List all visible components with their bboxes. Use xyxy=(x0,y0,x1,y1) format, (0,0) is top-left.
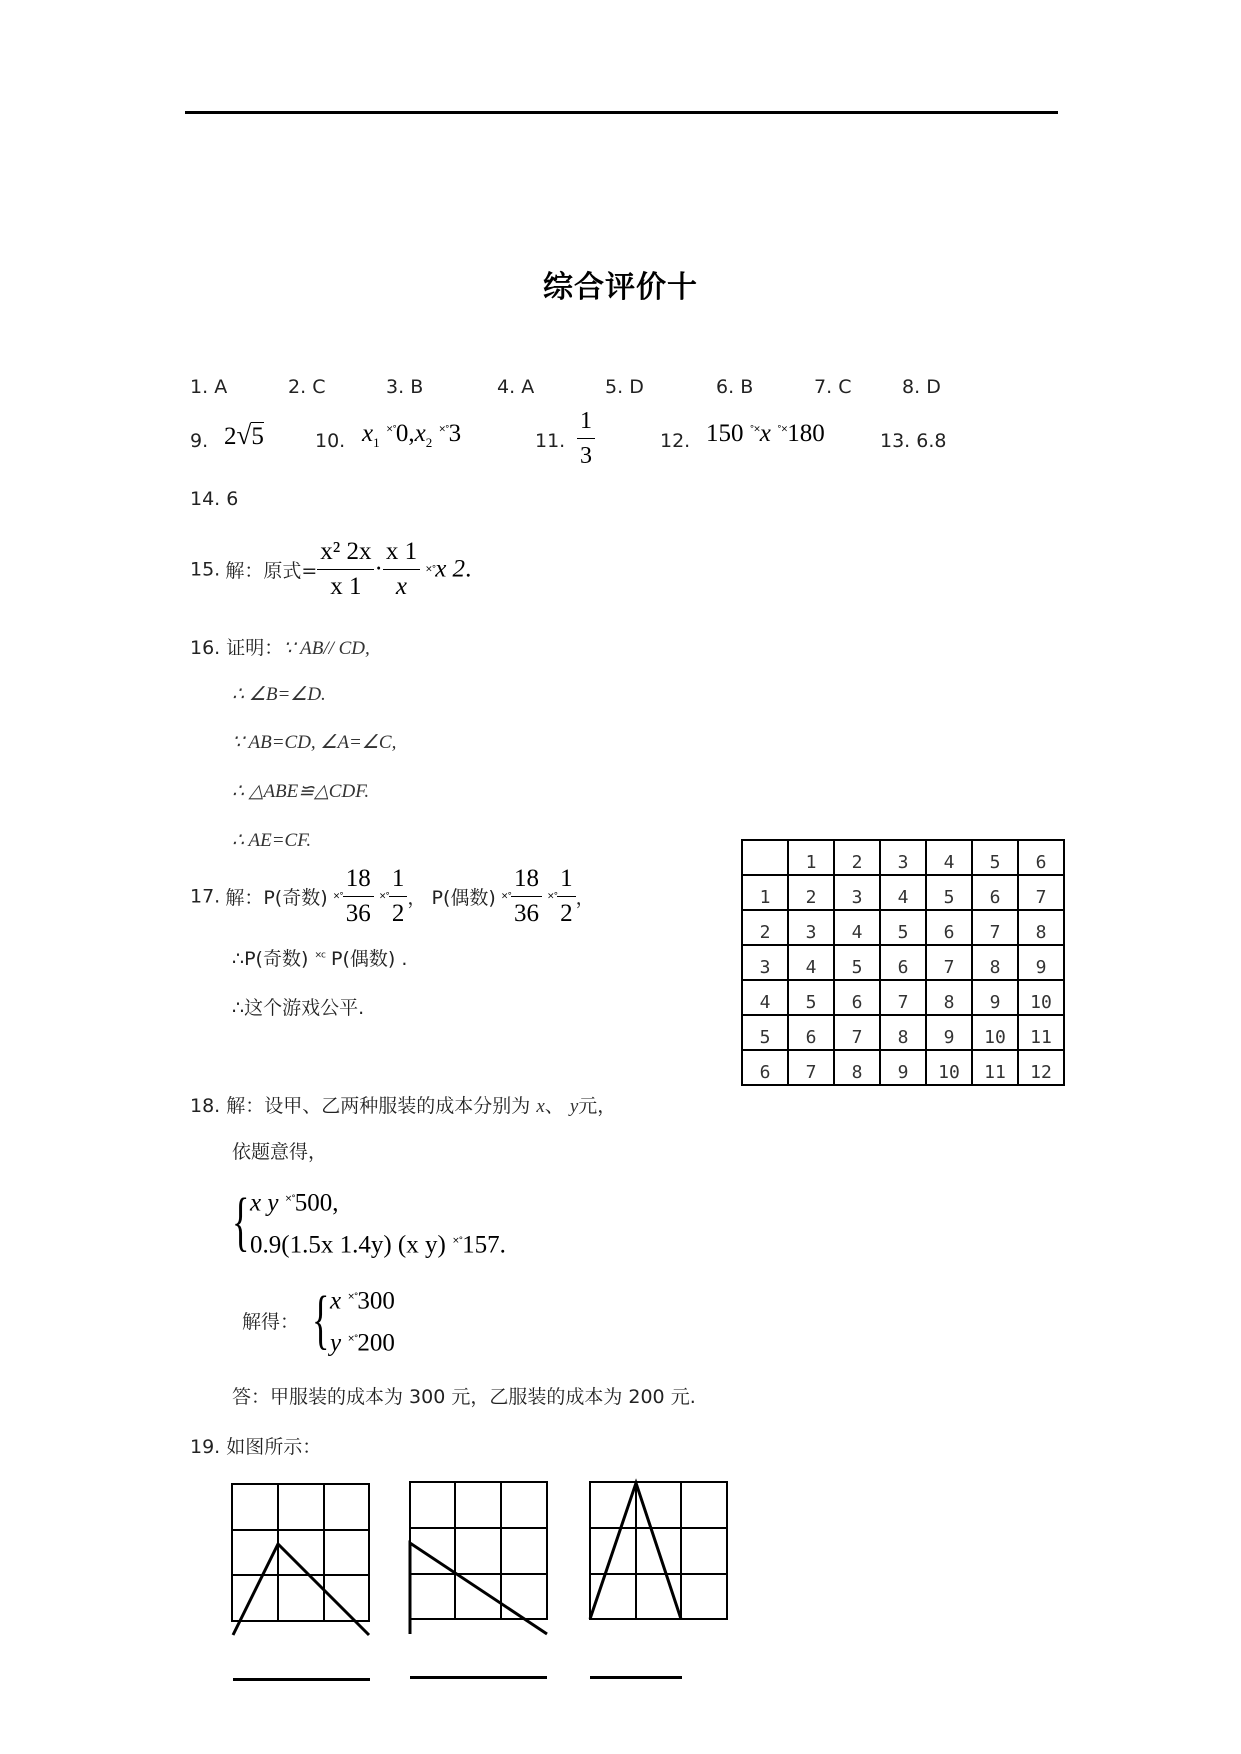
table-cell: 3 xyxy=(742,945,788,980)
figure-path xyxy=(410,1543,547,1634)
answer-12-number: 12. xyxy=(660,430,691,452)
table-cell: 6 xyxy=(926,910,972,945)
answer-18-heading: 18. 解：设甲、乙两种服装的成本分别为 x、 y元， xyxy=(190,1095,617,1117)
table-cell: 5 xyxy=(972,840,1018,875)
table-cell: 8 xyxy=(972,945,1018,980)
answer-18-line2: 依题意得， xyxy=(232,1141,328,1163)
equation-system: { x y ×°500, 0.9(1.5x 1.4y) (x y) ×°157. xyxy=(232,1185,506,1259)
answer-6: 6. B xyxy=(716,376,754,398)
answer-8: 8. D xyxy=(902,376,941,398)
answer-10: $x_1$ $^{\times^\circ}0,x_2$ ×°3 xyxy=(362,420,462,450)
table-cell: 2 xyxy=(834,840,880,875)
table-cell: 8 xyxy=(834,1050,880,1085)
table-cell: 8 xyxy=(880,1015,926,1050)
answer-13: 13. 6.8 xyxy=(880,430,947,452)
table-cell: 11 xyxy=(972,1050,1018,1085)
table-cell: 1 xyxy=(788,840,834,875)
table-cell: 10 xyxy=(926,1050,972,1085)
figure-3 xyxy=(590,1482,727,1619)
table-cell: 6 xyxy=(742,1050,788,1085)
table-cell: 9 xyxy=(880,1050,926,1085)
solution-system: { x ×°300 y ×°200 xyxy=(312,1283,395,1357)
table-cell: 3 xyxy=(834,875,880,910)
proof-line-2: ∴ ∠B=∠D. xyxy=(232,684,326,705)
table-cell: 3 xyxy=(880,840,926,875)
table-cell: 1 xyxy=(742,875,788,910)
table-cell: 5 xyxy=(788,980,834,1015)
figure-2 xyxy=(410,1482,547,1634)
answer-4: 4. A xyxy=(497,376,535,398)
answer-5: 5. D xyxy=(605,376,644,398)
table-cell: 8 xyxy=(926,980,972,1015)
answer-1: 1. A xyxy=(190,376,228,398)
table-cell: 5 xyxy=(742,1015,788,1050)
table-cell: 10 xyxy=(1018,980,1064,1015)
answer-19-heading: 19. 如图所示： xyxy=(190,1436,322,1458)
table-cell: 2 xyxy=(788,875,834,910)
solve-label: 解得： xyxy=(242,1311,300,1333)
answer-15: 15. 解：原式= $\frac{\text{x² 2x}}{x 1}$ · $\frac{x 1}{x}$ ×°x 2. xyxy=(190,535,471,604)
table-cell: 7 xyxy=(788,1050,834,1085)
answer-9-number: 9. xyxy=(190,430,209,452)
grid-border xyxy=(410,1482,547,1619)
table-cell: 4 xyxy=(880,875,926,910)
table-cell: 4 xyxy=(834,910,880,945)
table-cell: 7 xyxy=(834,1015,880,1050)
table-cell: 4 xyxy=(926,840,972,875)
table-cell: 4 xyxy=(742,980,788,1015)
table-cell: 9 xyxy=(926,1015,972,1050)
answer-14: 14. 6 xyxy=(190,488,239,510)
table-cell: 6 xyxy=(834,980,880,1015)
brace-icon: { xyxy=(312,1283,330,1357)
table-cell: 8 xyxy=(1018,910,1064,945)
table-cell: 6 xyxy=(880,945,926,980)
answer-17-line2: ∴P(奇数) $^{\times c}$ P(偶数) . xyxy=(232,948,408,970)
proof-line-3: ∵ AB=CD, ∠A=∠C, xyxy=(232,732,397,753)
table-cell: 3 xyxy=(788,910,834,945)
table-cell: 7 xyxy=(926,945,972,980)
answer-underline-1 xyxy=(233,1678,370,1681)
table-cell: 5 xyxy=(926,875,972,910)
table-cell: 6 xyxy=(788,1015,834,1050)
table-cell: 10 xyxy=(972,1015,1018,1050)
answer-underline-3 xyxy=(590,1676,682,1679)
table-cell: 9 xyxy=(1018,945,1064,980)
table-cell: 7 xyxy=(880,980,926,1015)
brace-icon: { xyxy=(232,1185,250,1259)
answer-16-heading: 16. 证明：∵ AB// CD, xyxy=(190,637,370,659)
answer-underline-2 xyxy=(410,1676,547,1679)
table-cell: 2 xyxy=(742,910,788,945)
answer-11: $\frac{1}{3}$ xyxy=(577,404,595,473)
page-title: 综合评价十 xyxy=(543,270,698,305)
answer-11-number: 11. xyxy=(535,430,566,452)
table-cell: 5 xyxy=(834,945,880,980)
answer-17-line3: ∴这个游戏公平. xyxy=(232,997,365,1019)
proof-line-4: ∴ △ABE≌△CDF. xyxy=(232,781,370,802)
proof-line-5: ∴ AE=CF. xyxy=(232,830,312,851)
table-cell: 5 xyxy=(880,910,926,945)
answer-2: 2. C xyxy=(288,376,326,398)
answer-17: 17. 解：P(奇数) ×° $\frac{18}{36}$ ×° $\frac{1}{2}$ ， P(偶数) ×° $\frac{18}{36}$ ×° $\frac{1}{2}$ ， xyxy=(190,862,595,931)
table-cell: 11 xyxy=(1018,1015,1064,1050)
answer-3: 3. B xyxy=(386,376,424,398)
table-cell: 6 xyxy=(1018,840,1064,875)
answer-9: 2√5 xyxy=(224,420,264,450)
table-cell: 9 xyxy=(972,980,1018,1015)
answer-7: 7. C xyxy=(814,376,852,398)
table-cell: 6 xyxy=(972,875,1018,910)
table-cell: 4 xyxy=(788,945,834,980)
figure-1 xyxy=(232,1484,369,1635)
answer-12: 150 °×x °×180 xyxy=(706,420,825,447)
table-cell: 12 xyxy=(1018,1050,1064,1085)
table-cell: 7 xyxy=(1018,875,1064,910)
answer-18-conclusion: 答：甲服装的成本为 300 元，乙服装的成本为 200 元. xyxy=(232,1386,696,1408)
answer-10-number: 10. xyxy=(315,430,346,452)
table-cell: 7 xyxy=(972,910,1018,945)
grid-border xyxy=(232,1484,369,1621)
